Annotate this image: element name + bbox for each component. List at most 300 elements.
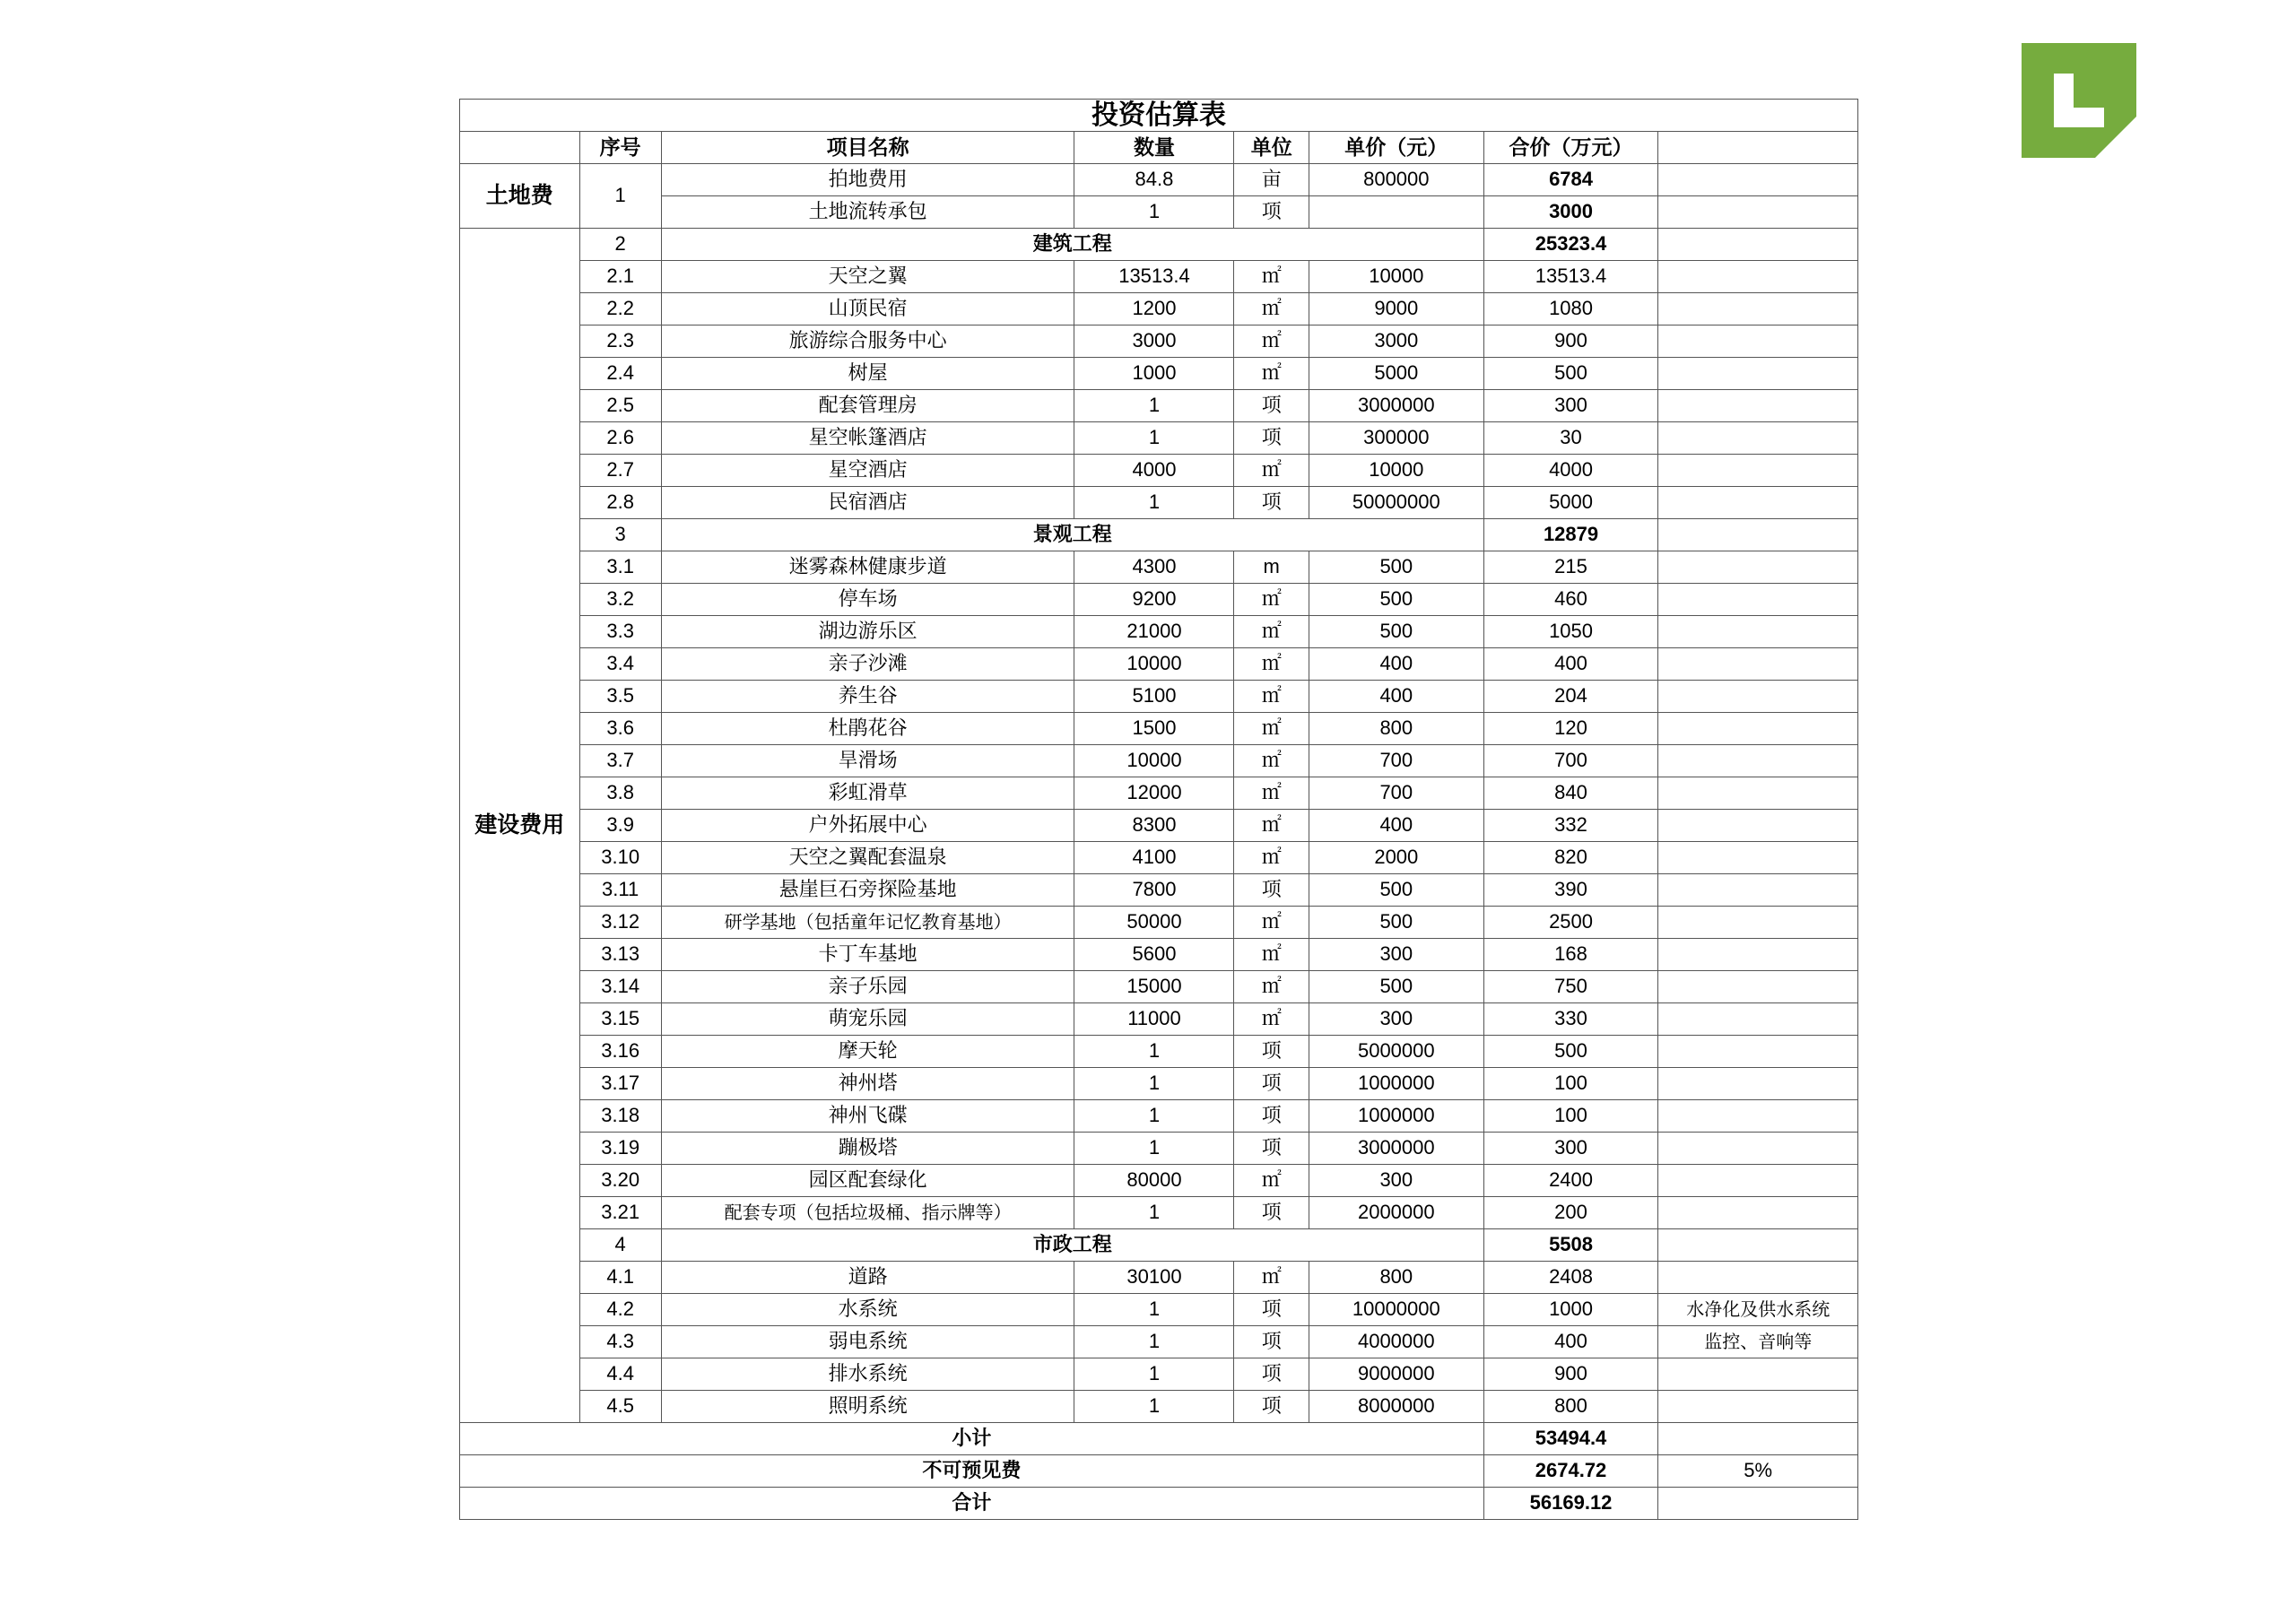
row-7-price: 3000000 <box>1309 390 1483 422</box>
row-5-price: 3000 <box>1309 325 1483 358</box>
row-21-total: 820 <box>1483 842 1658 874</box>
row-12-no: 3.1 <box>579 551 661 584</box>
row-6-price: 5000 <box>1309 358 1483 390</box>
row-0-total: 6784 <box>1483 164 1658 196</box>
row-2-note <box>1658 229 1858 261</box>
row-35-unit: 项 <box>1234 1294 1309 1326</box>
row-34-name: 道路 <box>661 1262 1074 1294</box>
row-3-qty: 13513.4 <box>1074 261 1234 293</box>
row-15-note <box>1658 648 1858 681</box>
row-6-qty: 1000 <box>1074 358 1234 390</box>
row-9-price: 10000 <box>1309 455 1483 487</box>
logo-notch-vertical <box>2054 74 2074 108</box>
row-20-name: 户外拓展中心 <box>661 810 1074 842</box>
footer-0-total: 53494.4 <box>1483 1423 1658 1455</box>
row-3-total: 13513.4 <box>1483 261 1658 293</box>
row-30-price: 3000000 <box>1309 1133 1483 1165</box>
row-29-name: 神州飞碟 <box>661 1100 1074 1133</box>
row-13-total: 460 <box>1483 584 1658 616</box>
row-25-price: 500 <box>1309 971 1483 1003</box>
row-33-total: 5508 <box>1483 1229 1658 1262</box>
table-row <box>460 874 1858 907</box>
row-1-note <box>1658 196 1858 229</box>
row-37-no: 4.4 <box>579 1358 661 1391</box>
row-19-unit: ㎡ <box>1234 777 1309 810</box>
row-24-name: 卡丁车基地 <box>661 939 1074 971</box>
row-37-unit: 项 <box>1234 1358 1309 1391</box>
row-34-qty: 30100 <box>1074 1262 1234 1294</box>
row-8-qty: 1 <box>1074 422 1234 455</box>
row-18-name: 旱滑场 <box>661 745 1074 777</box>
row-14-note <box>1658 616 1858 648</box>
row-5-note <box>1658 325 1858 358</box>
row-6-note <box>1658 358 1858 390</box>
footer-1-label: 不可预见费 <box>460 1455 1484 1488</box>
table-row <box>460 907 1858 939</box>
row-23-no: 3.12 <box>579 907 661 939</box>
row-26-note <box>1658 1003 1858 1036</box>
table-row <box>460 390 1858 422</box>
row-17-name: 杜鹃花谷 <box>661 713 1074 745</box>
row-25-name: 亲子乐园 <box>661 971 1074 1003</box>
row-14-name: 湖边游乐区 <box>661 616 1074 648</box>
table-row <box>460 293 1858 325</box>
column-header-0 <box>460 132 580 164</box>
row-1-qty: 1 <box>1074 196 1234 229</box>
row-21-qty: 4100 <box>1074 842 1234 874</box>
row-28-note <box>1658 1068 1858 1100</box>
table-row <box>460 1391 1858 1423</box>
brand-logo-icon <box>2022 43 2136 158</box>
table-row <box>460 971 1858 1003</box>
row-0-price: 800000 <box>1309 164 1483 196</box>
row-31-qty: 80000 <box>1074 1165 1234 1197</box>
row-27-no: 3.16 <box>579 1036 661 1068</box>
row-29-total: 100 <box>1483 1100 1658 1133</box>
row-7-name: 配套管理房 <box>661 390 1074 422</box>
row-37-total: 900 <box>1483 1358 1658 1391</box>
row-6-no: 2.4 <box>579 358 661 390</box>
row-24-total: 168 <box>1483 939 1658 971</box>
row-4-note <box>1658 293 1858 325</box>
row-17-no: 3.6 <box>579 713 661 745</box>
row-8-no: 2.6 <box>579 422 661 455</box>
row-27-total: 500 <box>1483 1036 1658 1068</box>
table-row <box>460 1165 1858 1197</box>
footer-2-note <box>1658 1488 1858 1520</box>
category-construction-fee: 建设费用 <box>460 229 580 1423</box>
table-row <box>460 810 1858 842</box>
table-row <box>460 842 1858 874</box>
footer-1-total: 2674.72 <box>1483 1455 1658 1488</box>
row-24-qty: 5600 <box>1074 939 1234 971</box>
row-12-total: 215 <box>1483 551 1658 584</box>
row-36-name: 弱电系统 <box>661 1326 1074 1358</box>
row-1-price <box>1309 196 1483 229</box>
row-22-no: 3.11 <box>579 874 661 907</box>
row-30-note <box>1658 1133 1858 1165</box>
column-header-5: 单价（元） <box>1309 132 1483 164</box>
row-22-unit: 项 <box>1234 874 1309 907</box>
row-30-qty: 1 <box>1074 1133 1234 1165</box>
row-26-price: 300 <box>1309 1003 1483 1036</box>
footer-2-label: 合计 <box>460 1488 1484 1520</box>
row-6-name: 树屋 <box>661 358 1074 390</box>
row-38-note <box>1658 1391 1858 1423</box>
row-35-total: 1000 <box>1483 1294 1658 1326</box>
row-35-name: 水系统 <box>661 1294 1074 1326</box>
row-36-total: 400 <box>1483 1326 1658 1358</box>
row-36-no: 4.3 <box>579 1326 661 1358</box>
table-row <box>460 1100 1858 1133</box>
table-row <box>460 1133 1858 1165</box>
row-16-price: 400 <box>1309 681 1483 713</box>
table-row <box>460 648 1858 681</box>
row-37-name: 排水系统 <box>661 1358 1074 1391</box>
table-row <box>460 939 1858 971</box>
row-33-no: 4 <box>579 1229 661 1262</box>
row-27-price: 5000000 <box>1309 1036 1483 1068</box>
row-2-name: 建筑工程 <box>661 229 1483 261</box>
table-row <box>460 1229 1858 1262</box>
row-25-no: 3.14 <box>579 971 661 1003</box>
row-32-no: 3.21 <box>579 1197 661 1229</box>
row-15-unit: ㎡ <box>1234 648 1309 681</box>
table-row <box>460 196 1858 229</box>
row-7-total: 300 <box>1483 390 1658 422</box>
row-37-price: 9000000 <box>1309 1358 1483 1391</box>
category-land-fee: 土地费 <box>460 164 580 229</box>
row-31-note <box>1658 1165 1858 1197</box>
row-10-name: 民宿酒店 <box>661 487 1074 519</box>
row-30-no: 3.19 <box>579 1133 661 1165</box>
row-4-no: 2.2 <box>579 293 661 325</box>
row-10-total: 5000 <box>1483 487 1658 519</box>
footer-2-total: 56169.12 <box>1483 1488 1658 1520</box>
row-13-price: 500 <box>1309 584 1483 616</box>
row-16-unit: ㎡ <box>1234 681 1309 713</box>
row-21-unit: ㎡ <box>1234 842 1309 874</box>
row-26-no: 3.15 <box>579 1003 661 1036</box>
row-19-no: 3.8 <box>579 777 661 810</box>
row-31-unit: ㎡ <box>1234 1165 1309 1197</box>
row-18-note <box>1658 745 1858 777</box>
row-30-unit: 项 <box>1234 1133 1309 1165</box>
row-13-qty: 9200 <box>1074 584 1234 616</box>
row-25-unit: ㎡ <box>1234 971 1309 1003</box>
table-row <box>460 681 1858 713</box>
footer-row-1 <box>460 1455 1858 1488</box>
row-10-qty: 1 <box>1074 487 1234 519</box>
row-22-name: 悬崖巨石旁探险基地 <box>661 874 1074 907</box>
row-34-unit: ㎡ <box>1234 1262 1309 1294</box>
row-32-total: 200 <box>1483 1197 1658 1229</box>
column-header-1: 序号 <box>579 132 661 164</box>
row-20-total: 332 <box>1483 810 1658 842</box>
row-0-note <box>1658 164 1858 196</box>
row-37-note <box>1658 1358 1858 1391</box>
row-34-no: 4.1 <box>579 1262 661 1294</box>
row-5-total: 900 <box>1483 325 1658 358</box>
row-23-note <box>1658 907 1858 939</box>
row-6-total: 500 <box>1483 358 1658 390</box>
row-12-qty: 4300 <box>1074 551 1234 584</box>
row-24-price: 300 <box>1309 939 1483 971</box>
table-row <box>460 1068 1858 1100</box>
row-24-no: 3.13 <box>579 939 661 971</box>
table-title-row <box>460 100 1858 132</box>
table-row <box>460 616 1858 648</box>
row-3-note <box>1658 261 1858 293</box>
row-27-name: 摩天轮 <box>661 1036 1074 1068</box>
row-20-price: 400 <box>1309 810 1483 842</box>
row-2-no: 2 <box>579 229 661 261</box>
row-29-qty: 1 <box>1074 1100 1234 1133</box>
row-28-name: 神州塔 <box>661 1068 1074 1100</box>
table-row <box>460 358 1858 390</box>
row-1-name: 土地流转承包 <box>661 196 1074 229</box>
row-20-unit: ㎡ <box>1234 810 1309 842</box>
row-9-note <box>1658 455 1858 487</box>
row-15-total: 400 <box>1483 648 1658 681</box>
row-34-total: 2408 <box>1483 1262 1658 1294</box>
row-8-note <box>1658 422 1858 455</box>
row-23-qty: 50000 <box>1074 907 1234 939</box>
investment-estimate-table <box>459 99 1858 1520</box>
row-13-name: 停车场 <box>661 584 1074 616</box>
table-row <box>460 1358 1858 1391</box>
row-7-note <box>1658 390 1858 422</box>
row-8-price: 300000 <box>1309 422 1483 455</box>
row-27-qty: 1 <box>1074 1036 1234 1068</box>
table-row <box>460 422 1858 455</box>
row-8-name: 星空帐篷酒店 <box>661 422 1074 455</box>
column-header-4: 单位 <box>1234 132 1309 164</box>
row-19-name: 彩虹滑草 <box>661 777 1074 810</box>
row-7-qty: 1 <box>1074 390 1234 422</box>
row-14-price: 500 <box>1309 616 1483 648</box>
row-11-total: 12879 <box>1483 519 1658 551</box>
table-row <box>460 455 1858 487</box>
row-31-name: 园区配套绿化 <box>661 1165 1074 1197</box>
row-21-name: 天空之翼配套温泉 <box>661 842 1074 874</box>
row-20-note <box>1658 810 1858 842</box>
row-14-no: 3.3 <box>579 616 661 648</box>
table-row <box>460 519 1858 551</box>
row-21-note <box>1658 842 1858 874</box>
table-row <box>460 1197 1858 1229</box>
row-0-unit: 亩 <box>1234 164 1309 196</box>
row-5-no: 2.3 <box>579 325 661 358</box>
row-24-note <box>1658 939 1858 971</box>
row-9-qty: 4000 <box>1074 455 1234 487</box>
row-17-unit: ㎡ <box>1234 713 1309 745</box>
row-19-note <box>1658 777 1858 810</box>
row-19-qty: 12000 <box>1074 777 1234 810</box>
row-30-total: 300 <box>1483 1133 1658 1165</box>
row-13-unit: ㎡ <box>1234 584 1309 616</box>
footer-1-note: 5% <box>1658 1455 1858 1488</box>
column-header-7 <box>1658 132 1858 164</box>
row-38-name: 照明系统 <box>661 1391 1074 1423</box>
row-8-unit: 项 <box>1234 422 1309 455</box>
row-31-no: 3.20 <box>579 1165 661 1197</box>
row-32-note <box>1658 1197 1858 1229</box>
row-36-price: 4000000 <box>1309 1326 1483 1358</box>
row-35-no: 4.2 <box>579 1294 661 1326</box>
page-title: 投资估算表 <box>460 100 1858 132</box>
row-32-price: 2000000 <box>1309 1197 1483 1229</box>
table-row <box>460 1003 1858 1036</box>
row-9-total: 4000 <box>1483 455 1658 487</box>
row-27-note <box>1658 1036 1858 1068</box>
row-26-total: 330 <box>1483 1003 1658 1036</box>
row-28-no: 3.17 <box>579 1068 661 1100</box>
row-20-qty: 8300 <box>1074 810 1234 842</box>
row-22-price: 500 <box>1309 874 1483 907</box>
row-18-unit: ㎡ <box>1234 745 1309 777</box>
row-14-qty: 21000 <box>1074 616 1234 648</box>
row-25-total: 750 <box>1483 971 1658 1003</box>
column-header-3: 数量 <box>1074 132 1234 164</box>
row-38-qty: 1 <box>1074 1391 1234 1423</box>
row-32-qty: 1 <box>1074 1197 1234 1229</box>
table-row <box>460 1036 1858 1068</box>
row-36-note: 监控、音响等 <box>1658 1326 1858 1358</box>
row-22-total: 390 <box>1483 874 1658 907</box>
investment-estimate-table-wrapper <box>459 99 1858 1520</box>
table-row <box>460 1294 1858 1326</box>
row-34-price: 800 <box>1309 1262 1483 1294</box>
row-24-unit: ㎡ <box>1234 939 1309 971</box>
row-9-no: 2.7 <box>579 455 661 487</box>
row-18-total: 700 <box>1483 745 1658 777</box>
row-4-price: 9000 <box>1309 293 1483 325</box>
row-21-price: 2000 <box>1309 842 1483 874</box>
row-29-no: 3.18 <box>579 1100 661 1133</box>
row-1-total: 3000 <box>1483 196 1658 229</box>
row-4-unit: ㎡ <box>1234 293 1309 325</box>
row-10-price: 50000000 <box>1309 487 1483 519</box>
row-26-unit: ㎡ <box>1234 1003 1309 1036</box>
footer-0-label: 小计 <box>460 1423 1484 1455</box>
row-38-price: 8000000 <box>1309 1391 1483 1423</box>
row-16-no: 3.5 <box>579 681 661 713</box>
row-7-no: 2.5 <box>579 390 661 422</box>
row-36-qty: 1 <box>1074 1326 1234 1358</box>
row-23-unit: ㎡ <box>1234 907 1309 939</box>
row-6-unit: ㎡ <box>1234 358 1309 390</box>
row-14-unit: ㎡ <box>1234 616 1309 648</box>
row-35-qty: 1 <box>1074 1294 1234 1326</box>
row-19-total: 840 <box>1483 777 1658 810</box>
row-5-unit: ㎡ <box>1234 325 1309 358</box>
row-38-no: 4.5 <box>579 1391 661 1423</box>
row-15-price: 400 <box>1309 648 1483 681</box>
row-4-total: 1080 <box>1483 293 1658 325</box>
row-15-name: 亲子沙滩 <box>661 648 1074 681</box>
table-row <box>460 745 1858 777</box>
row-16-note <box>1658 681 1858 713</box>
row-22-qty: 7800 <box>1074 874 1234 907</box>
row-29-unit: 项 <box>1234 1100 1309 1133</box>
row-30-name: 蹦极塔 <box>661 1133 1074 1165</box>
row-28-total: 100 <box>1483 1068 1658 1100</box>
row-11-note <box>1658 519 1858 551</box>
row-17-price: 800 <box>1309 713 1483 745</box>
row-11-name: 景观工程 <box>661 519 1483 551</box>
row-21-no: 3.10 <box>579 842 661 874</box>
row-7-unit: 项 <box>1234 390 1309 422</box>
row-17-total: 120 <box>1483 713 1658 745</box>
row-37-qty: 1 <box>1074 1358 1234 1391</box>
row-18-qty: 10000 <box>1074 745 1234 777</box>
table-row <box>460 713 1858 745</box>
row-0-no: 1 <box>579 164 661 229</box>
row-23-name: 研学基地（包括童年记忆教育基地） <box>661 907 1074 939</box>
footer-row-2 <box>460 1488 1858 1520</box>
row-28-unit: 项 <box>1234 1068 1309 1100</box>
row-16-name: 养生谷 <box>661 681 1074 713</box>
row-26-name: 萌宠乐园 <box>661 1003 1074 1036</box>
row-16-qty: 5100 <box>1074 681 1234 713</box>
row-36-unit: 项 <box>1234 1326 1309 1358</box>
row-26-qty: 11000 <box>1074 1003 1234 1036</box>
row-27-unit: 项 <box>1234 1036 1309 1068</box>
table-row <box>460 551 1858 584</box>
row-10-no: 2.8 <box>579 487 661 519</box>
row-11-no: 3 <box>579 519 661 551</box>
row-3-no: 2.1 <box>579 261 661 293</box>
table-row <box>460 487 1858 519</box>
row-33-name: 市政工程 <box>661 1229 1483 1262</box>
table-row <box>460 261 1858 293</box>
row-12-name: 迷雾森林健康步道 <box>661 551 1074 584</box>
table-row <box>460 325 1858 358</box>
row-3-price: 10000 <box>1309 261 1483 293</box>
row-32-unit: 项 <box>1234 1197 1309 1229</box>
row-10-unit: 项 <box>1234 487 1309 519</box>
row-2-total: 25323.4 <box>1483 229 1658 261</box>
table-row <box>460 1262 1858 1294</box>
row-15-qty: 10000 <box>1074 648 1234 681</box>
row-20-no: 3.9 <box>579 810 661 842</box>
row-12-unit: m <box>1234 551 1309 584</box>
footer-0-note <box>1658 1423 1858 1455</box>
row-35-price: 10000000 <box>1309 1294 1483 1326</box>
row-28-price: 1000000 <box>1309 1068 1483 1100</box>
column-header-6: 合价（万元） <box>1483 132 1658 164</box>
row-31-total: 2400 <box>1483 1165 1658 1197</box>
table-row <box>460 229 1858 261</box>
row-16-total: 204 <box>1483 681 1658 713</box>
table-row <box>460 777 1858 810</box>
row-1-unit: 项 <box>1234 196 1309 229</box>
row-5-name: 旅游综合服务中心 <box>661 325 1074 358</box>
row-31-price: 300 <box>1309 1165 1483 1197</box>
row-0-name: 拍地费用 <box>661 164 1074 196</box>
row-9-unit: ㎡ <box>1234 455 1309 487</box>
row-17-qty: 1500 <box>1074 713 1234 745</box>
row-35-note: 水净化及供水系统 <box>1658 1294 1858 1326</box>
row-15-no: 3.4 <box>579 648 661 681</box>
row-0-qty: 84.8 <box>1074 164 1234 196</box>
row-29-note <box>1658 1100 1858 1133</box>
row-14-total: 1050 <box>1483 616 1658 648</box>
row-19-price: 700 <box>1309 777 1483 810</box>
row-32-name: 配套专项（包括垃圾桶、指示牌等） <box>661 1197 1074 1229</box>
row-28-qty: 1 <box>1074 1068 1234 1100</box>
